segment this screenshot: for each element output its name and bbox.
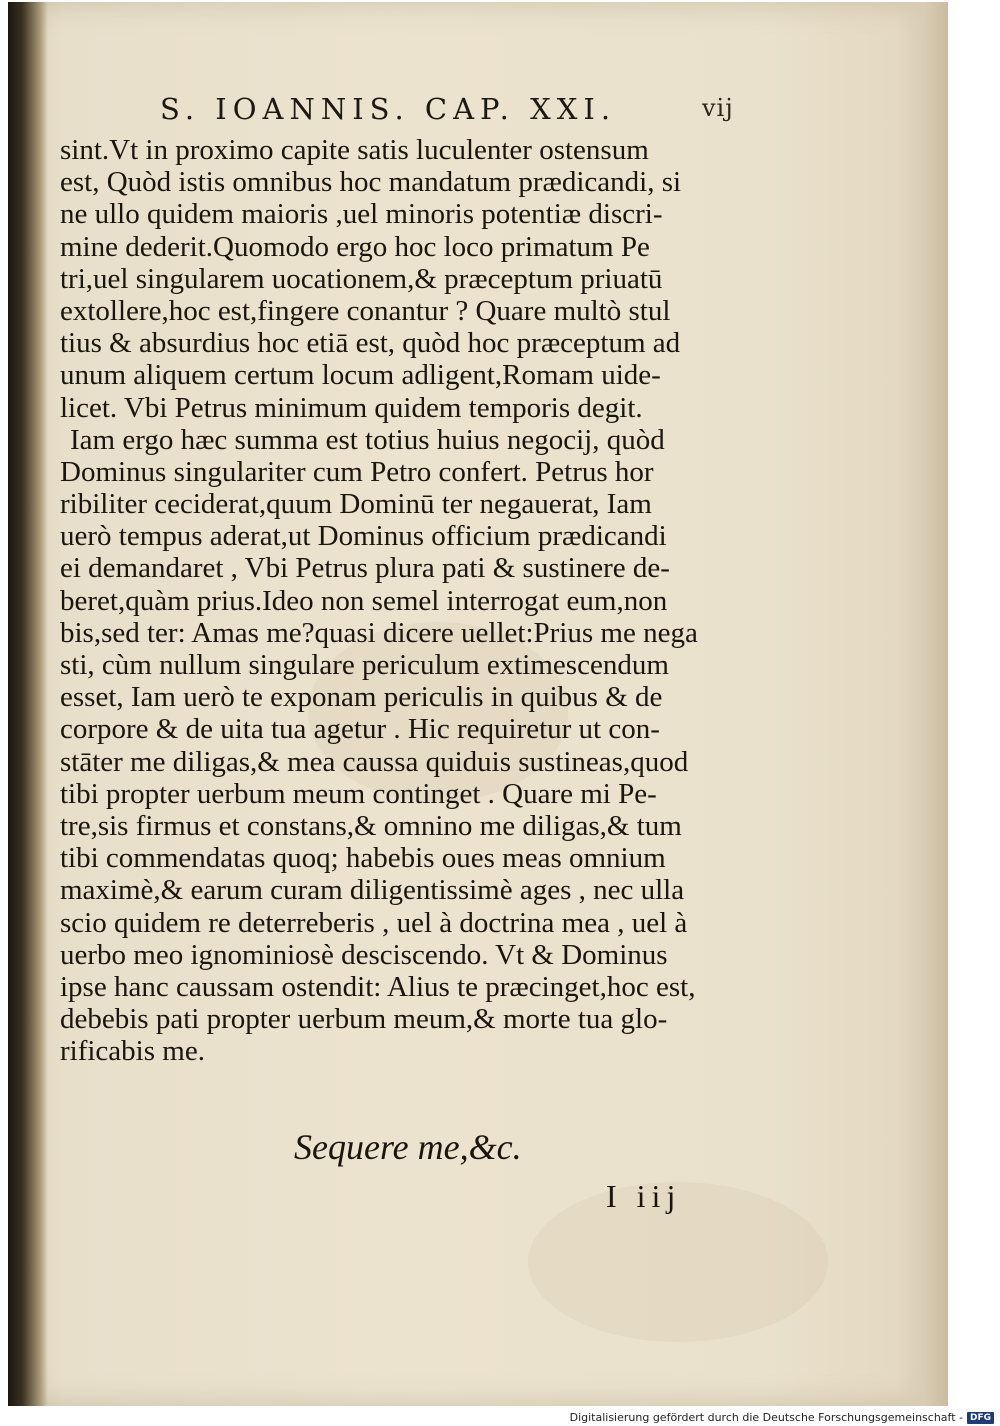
text-line: est, Quòd istis omnibus hoc mandatum prædicandi, si: [60, 166, 682, 199]
running-head: S. IOANNIS. CAP. XXI.: [160, 92, 617, 126]
text-line: tibi propter uerbum meum continget . Quare mi Pe-: [60, 777, 657, 810]
text-line: rificabis me.: [60, 1035, 205, 1068]
text-line: maximè,& earum curam diligentissimè ages , nec ulla: [60, 874, 685, 907]
text-line: uerò tempus aderat,ut Dominus officium prædicandi: [60, 520, 667, 553]
book-page: [8, 2, 948, 1406]
text-line: unum aliquem certum locum adligent,Romam uide-: [60, 359, 661, 392]
closing-line: Sequere me,&c.: [294, 1127, 522, 1167]
text-line: bis,sed ter: Amas me?quasi dicere uellet:Prius me nega: [60, 616, 698, 649]
text-line: uerbo meo ignominiosè desciscendo. Vt & Dominus: [60, 938, 668, 971]
text-line: esset, Iam uerò te exponam periculis in quibus & de: [60, 681, 663, 714]
text-line: stāter me diligas,& mea caussa quiduis sustineas,quod: [60, 745, 689, 778]
text-line: ei demandaret , Vbi Petrus plura pati & sustinere de-: [60, 552, 670, 585]
page-edge: [896, 2, 948, 1406]
binding-gutter: [8, 2, 48, 1406]
text-line: ribiliter ceciderat,quum Dominū ter negauerat, Iam: [60, 488, 652, 521]
text-line: mine dederit.Quomodo ergo hoc loco primatum Pe: [60, 230, 650, 263]
text-line: extollere,hoc est,fingere conantur ? Quare multò stul: [60, 294, 671, 327]
text-line: scio quidem re deterreberis , uel à doctrina mea , uel à: [60, 906, 688, 939]
text-line: ipse hanc caussam ostendit: Alius te præcinget,hoc est,: [60, 970, 696, 1003]
paragraph-start-line: Iam ergo hæc summa est totius huius negocij, quòd: [70, 423, 665, 456]
text-line: tri,uel singularem uocationem,& præceptum priuatū: [60, 262, 663, 295]
text-line: Dominus singulariter cum Petro confert. Petrus hor: [60, 455, 654, 488]
dfg-logo-icon: DFG: [967, 1412, 994, 1424]
body-text: [60, 134, 760, 1067]
funding-notice: Digitalisierung gefördert durch die Deutsche Forschungsgemeinschaft -: [569, 1411, 963, 1424]
text-line: sti, cùm nullum singulare periculum extimescendum: [60, 649, 669, 681]
text-line: sint.Vt in proximo capite satis luculenter ostensum: [60, 134, 649, 166]
text-line: tibi commendatas quoq; habebis oues meas omnium: [60, 842, 666, 875]
text-line: tius & absurdius hoc etiā est, quòd hoc præceptum ad: [60, 327, 681, 360]
text-line: beret,quàm prius.Ideo non semel interrogat eum,non: [60, 584, 668, 617]
funding-footer: [570, 1411, 994, 1424]
text-line: licet. Vbi Petrus minimum quidem temporis degit.: [60, 391, 643, 424]
text-line: corpore & de uita tua agetur . Hic requiretur ut con-: [60, 713, 660, 746]
text-line: ne ullo quidem maioris ,uel minoris potentiæ discri-: [60, 198, 663, 231]
text-line: debebis pati propter uerbum meum,& morte tua glo-: [60, 1003, 668, 1036]
folio-number: vij: [702, 94, 734, 122]
text-line: tre,sis firmus et constans,& omnino me diligas,& tum: [60, 809, 682, 842]
signature-mark: I iij: [606, 1178, 682, 1214]
